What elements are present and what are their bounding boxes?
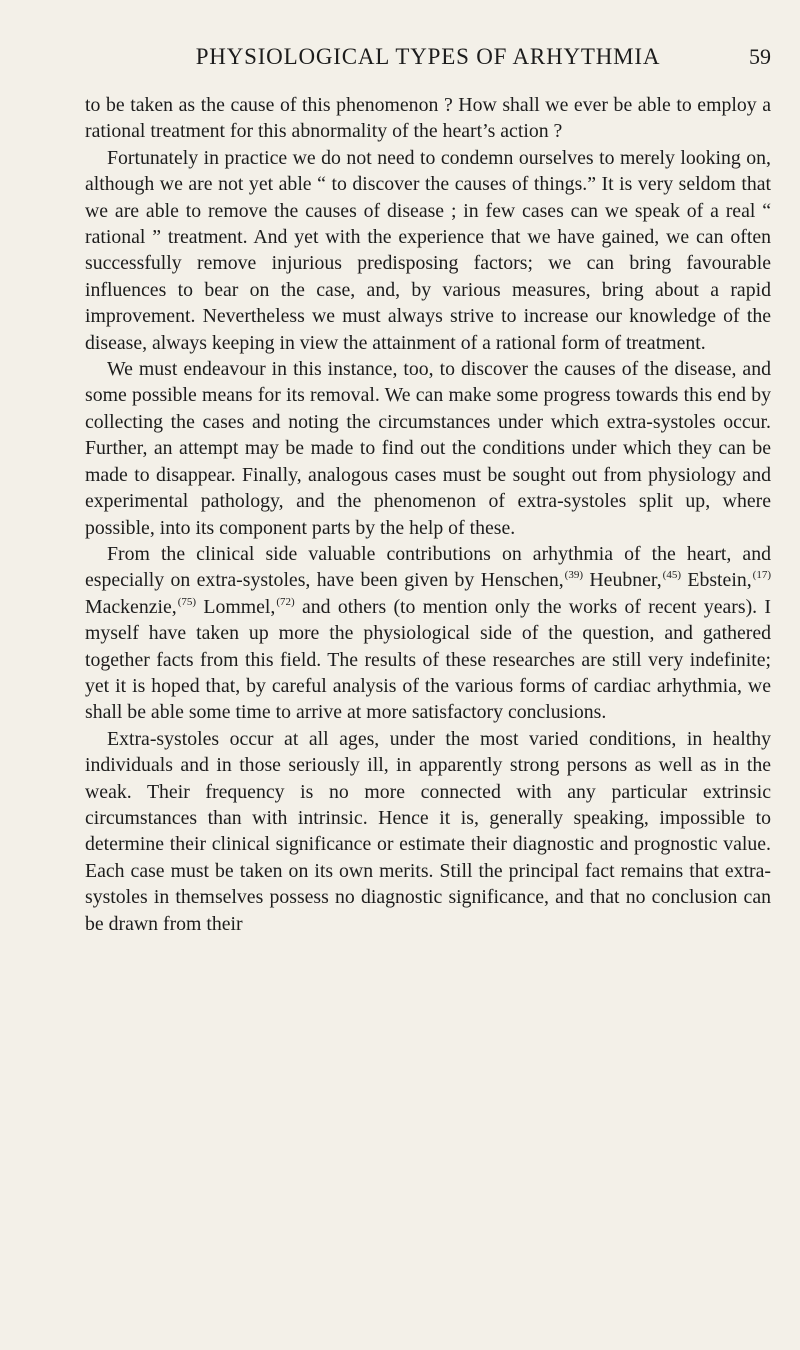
reference-number: (17) (752, 569, 771, 582)
paragraph-4-rest: and others (to mention only the works of recent years). I myself have taken up more the physiological side of the question, and gathered together facts from this field. The results of these researches are still very indefinite; yet it is hoped that, by careful analysis of the various forms of cardiac arhythmia, we shall be able some time to arrive at more satisfactory conclusions. (85, 595, 772, 724)
reference-number: (45) (662, 569, 681, 582)
reference-number: (72) (276, 595, 295, 608)
paragraph-1: to be taken as the cause of this phenomenon ? How shall we ever be able to employ a rational treatment for this abnormality of the heart’s action ? (85, 94, 771, 143)
paragraph-4-intro: From the clinical side valuable contributions on arhythmia of the heart, and especially on extra-systoles, have been given by (85, 542, 771, 592)
paragraph-3: We must endeavour in this instance, too, to discover the causes of the disease, and some possible means for its removal. We can make some progress towards this end by collecting the cases and noting the circumstances under which extra-systoles occur. Further, an attempt may be made to find out the conditions under which they can be made to disappear. Finally, analogous cases must be sought out from physiology and experimental pathology, and the phenomenon of extra-systoles split up, where possible, into its component parts by the help of these. (85, 358, 771, 539)
paragraph-2: Fortunately in practice we do not need to condemn ourselves to merely looking on, although we are not yet able “ to discover the causes of things.” It is very seldom that we are able to remove the causes of disease ; in few cases can we speak of a real “ rational ” treatment. And yet with the experience that we have gained, we can often successfully remove injurious predisposing factors; we can bring favourable influences to bear on the case, and, by various measures, bring about a rapid improvement. Nevertheless we must always strive to increase our knowledge of the disease, always keeping in view the attainment of a rational form of treatment. (85, 146, 771, 354)
author-name: Lommel, (203, 595, 276, 618)
author-name: Mackenzie, (85, 595, 177, 618)
running-title: PHYSIOLOGICAL TYPES OF ARHYTHMIA (195, 44, 661, 69)
running-head (85, 44, 771, 78)
author-name: Heubner, (589, 569, 662, 592)
body-text (85, 92, 771, 937)
author-citation (481, 569, 583, 591)
author-name: Henschen, (480, 569, 564, 592)
reference-number: (39) (564, 569, 583, 582)
author-citation (687, 569, 771, 591)
author-name: Ebstein, (687, 569, 752, 592)
reference-number: (75) (177, 595, 197, 608)
author-citation (85, 596, 196, 618)
page-number: 59 (749, 44, 771, 69)
paragraph-5: Extra-systoles occur at all ages, under the most varied conditions, in healthy individuals and in those seriously ill, in apparently strong persons as well as in the weak. Their frequency is no more connected with any particular extrinsic circumstances than with intrinsic. Hence it is, generally speaking, impossible to determine their clinical significance or estimate their diagnostic and prognostic value. Each case must be taken on its own merits. Still the principal fact remains that extra-systoles in themselves possess no diagnostic significance, and that no conclusion can be drawn from their (85, 727, 771, 935)
author-citation (203, 596, 294, 618)
paragraph-4 (85, 541, 771, 726)
author-citation (589, 569, 681, 591)
